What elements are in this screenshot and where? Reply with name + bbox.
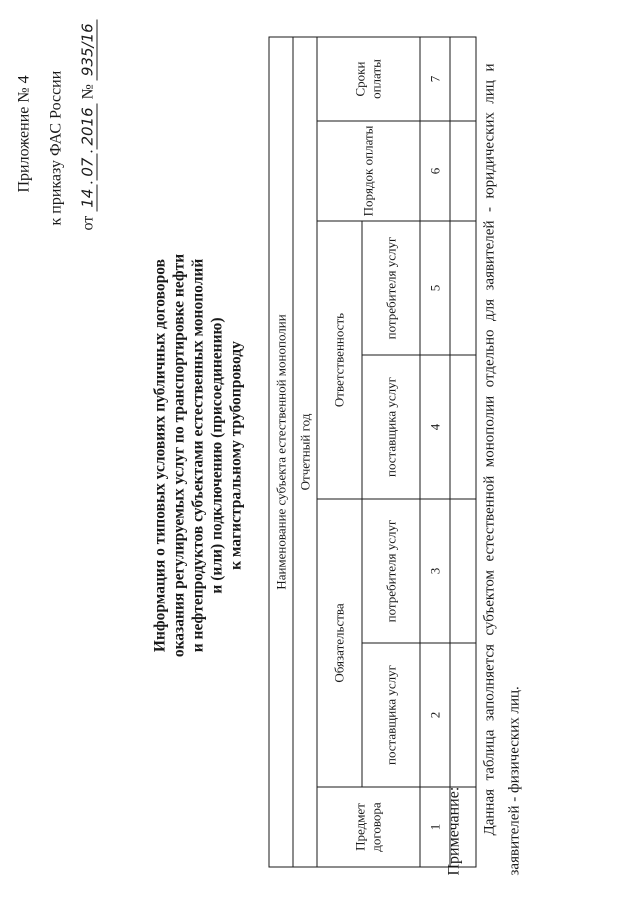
col-payment-order-header: Порядок оплаты <box>317 121 420 221</box>
col-responsibility-header: Ответственность <box>317 221 362 499</box>
table-cell <box>450 221 476 355</box>
column-number-cell: 3 <box>420 499 450 643</box>
handwritten-year: 2016 <box>78 103 97 149</box>
table-cell <box>450 355 476 499</box>
title-line-3: и нефтепродуктов субъектами естественных монополий <box>189 258 206 652</box>
entity-name-header: Наименование субъекта естественной монополии <box>269 37 293 867</box>
column-number-cell: 1 <box>420 787 450 867</box>
annex-number: Приложение № 4 <box>15 74 32 192</box>
table-row <box>317 37 362 867</box>
note-text: Данная таблица заполняется субъектом естественной монополии отдельно для заявителей - юридических лиц и заявителей - физических лиц. <box>481 63 522 875</box>
handwritten-order-number: 935/16 <box>78 19 97 80</box>
date-prefix: от <box>79 215 96 230</box>
table-cell <box>450 121 476 221</box>
obligations-consumer-header: потребителя услуг <box>362 499 420 643</box>
responsibility-consumer-header: потребителя услуг <box>362 221 420 355</box>
obligations-supplier-header: поставщика услуг <box>362 643 420 787</box>
col-obligations-header: Обязательства <box>317 499 362 787</box>
document-title <box>150 175 245 735</box>
col-subject-header: Предмет договора <box>317 787 420 867</box>
order-date-line <box>78 19 97 230</box>
title-line-5: к магистральному трубопроводу <box>227 340 244 570</box>
column-number-cell: 4 <box>420 355 450 499</box>
table-row <box>269 37 293 867</box>
title-line-1: Информация о типовых условиях публичных договоров <box>151 258 168 652</box>
title-line-2: оказания регулируемых услуг по транспортировке нефти <box>170 253 187 657</box>
order-reference: к приказу ФАС России <box>47 70 64 225</box>
responsibility-supplier-header: поставщика услуг <box>362 355 420 499</box>
col-payment-terms-header: Сроки оплаты <box>317 37 420 121</box>
number-label: № <box>79 83 96 99</box>
date-separator-2: . <box>79 149 96 154</box>
title-line-4: и (или) подключению (присоединению) <box>208 316 225 594</box>
contract-terms-table <box>268 36 476 867</box>
column-number-cell: 2 <box>420 643 450 787</box>
table-row <box>420 37 450 867</box>
table-cell <box>450 499 476 643</box>
handwritten-day: 14 <box>78 184 97 211</box>
table-cell <box>450 37 476 121</box>
table-row-empty <box>450 37 476 867</box>
handwritten-month: 07 <box>78 153 97 180</box>
reporting-year-header: Отчетный год <box>293 37 317 867</box>
table-cell <box>450 643 476 787</box>
date-separator: . <box>79 180 96 185</box>
column-number-cell: 6 <box>420 121 450 221</box>
column-number-cell: 5 <box>420 221 450 355</box>
table-row <box>293 37 317 867</box>
column-number-cell: 7 <box>420 37 450 121</box>
note-label: Примечание: <box>445 786 462 875</box>
